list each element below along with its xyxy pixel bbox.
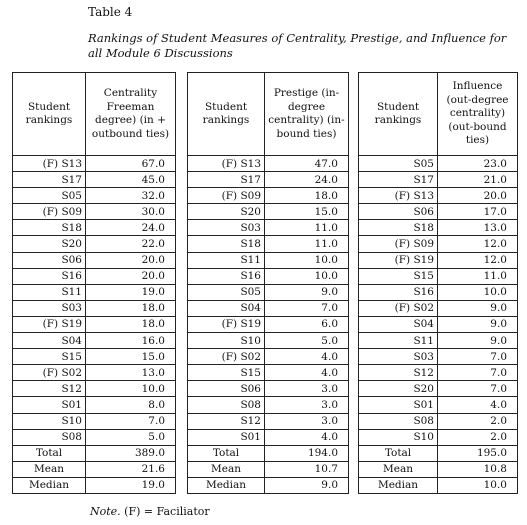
table-row	[188, 397, 349, 413]
table-row	[13, 156, 176, 172]
measure-value-cell: 4.0	[265, 365, 349, 381]
measure-value-cell: 11.0	[438, 268, 518, 284]
table-row	[188, 349, 349, 365]
measure-value-cell: 7.0	[86, 413, 176, 429]
measure-value-cell: 67.0	[86, 156, 176, 172]
measure-value-cell: 30.0	[86, 204, 176, 220]
measure-value-cell: 15.0	[265, 204, 349, 220]
measure-value-cell: 10.0	[86, 381, 176, 397]
measure-value-cell: 5.0	[86, 429, 176, 445]
summary-label-cell: Mean	[13, 461, 86, 477]
table-row	[359, 300, 518, 316]
measure-value-cell: 15.0	[86, 349, 176, 365]
student-id-cell: S18	[359, 220, 438, 236]
table-row	[188, 188, 349, 204]
summary-value-cell: 195.0	[438, 445, 518, 461]
table-row	[359, 284, 518, 300]
student-id-cell: S12	[359, 365, 438, 381]
student-id-cell: S17	[359, 172, 438, 188]
student-id-cell: (F) S09	[13, 204, 86, 220]
header-row	[13, 73, 176, 156]
student-rankings-header: Student rankings	[13, 73, 86, 156]
student-id-cell: S20	[13, 236, 86, 252]
student-id-cell: (F) S02	[188, 349, 265, 365]
table-row	[13, 204, 176, 220]
measure-value-cell: 16.0	[86, 333, 176, 349]
table-row	[188, 268, 349, 284]
table-row	[359, 413, 518, 429]
centrality-header: Centrality Freeman degree) (in + outbound ties)	[86, 73, 176, 156]
table-row	[13, 349, 176, 365]
student-id-cell: S15	[13, 349, 86, 365]
student-id-cell: S01	[188, 429, 265, 445]
table-row	[188, 236, 349, 252]
student-id-cell: (F) S13	[359, 188, 438, 204]
student-id-cell: S06	[13, 252, 86, 268]
note-label: Note.	[90, 505, 121, 518]
measure-value-cell: 23.0	[438, 156, 518, 172]
summary-value-cell: 9.0	[265, 477, 349, 493]
student-id-cell: S04	[188, 300, 265, 316]
measure-value-cell: 19.0	[86, 284, 176, 300]
measure-value-cell: 2.0	[438, 429, 518, 445]
table-row	[359, 333, 518, 349]
table-row	[359, 429, 518, 445]
table-row	[359, 349, 518, 365]
influence-header: Influence (out-degree centrality) (out-bound ties)	[438, 73, 518, 156]
measure-value-cell: 7.0	[438, 365, 518, 381]
header-row	[188, 73, 349, 156]
student-id-cell: (F) S09	[188, 188, 265, 204]
measure-value-cell: 7.0	[438, 349, 518, 365]
summary-row	[359, 445, 518, 461]
prestige-table	[187, 72, 349, 494]
table-row	[188, 300, 349, 316]
table-row	[359, 188, 518, 204]
table-row	[13, 397, 176, 413]
student-id-cell: S04	[13, 333, 86, 349]
table-row	[188, 413, 349, 429]
student-id-cell: S12	[188, 413, 265, 429]
measure-value-cell: 3.0	[265, 413, 349, 429]
summary-label-cell: Total	[188, 445, 265, 461]
centrality-table	[12, 72, 176, 494]
student-id-cell: S03	[359, 349, 438, 365]
student-id-cell: S18	[13, 220, 86, 236]
table-row	[188, 429, 349, 445]
measure-value-cell: 7.0	[438, 381, 518, 397]
summary-value-cell: 10.0	[438, 477, 518, 493]
table-row	[13, 381, 176, 397]
measure-value-cell: 21.0	[438, 172, 518, 188]
table-row	[13, 316, 176, 332]
student-id-cell: S01	[359, 397, 438, 413]
measure-value-cell: 47.0	[265, 156, 349, 172]
student-id-cell: S15	[188, 365, 265, 381]
student-rankings-header: Student rankings	[188, 73, 265, 156]
table-note	[90, 505, 210, 518]
table-row	[188, 316, 349, 332]
measure-value-cell: 4.0	[438, 397, 518, 413]
table-row	[359, 204, 518, 220]
student-id-cell: S11	[359, 333, 438, 349]
summary-label-cell: Mean	[188, 461, 265, 477]
student-id-cell: S04	[359, 316, 438, 332]
measure-value-cell: 18.0	[86, 316, 176, 332]
table-row	[188, 156, 349, 172]
student-id-cell: S10	[359, 429, 438, 445]
table-row	[359, 220, 518, 236]
student-id-cell: (F) S13	[188, 156, 265, 172]
measure-value-cell: 20.0	[438, 188, 518, 204]
table-row	[359, 381, 518, 397]
measure-value-cell: 13.0	[438, 220, 518, 236]
table-row	[13, 429, 176, 445]
summary-value-cell: 21.6	[86, 461, 176, 477]
student-id-cell: (F) S09	[359, 236, 438, 252]
student-id-cell: (F) S02	[13, 365, 86, 381]
summary-row	[13, 445, 176, 461]
measure-value-cell: 45.0	[86, 172, 176, 188]
student-id-cell: S11	[188, 252, 265, 268]
student-id-cell: S11	[13, 284, 86, 300]
table-row	[13, 300, 176, 316]
table-row	[188, 333, 349, 349]
student-id-cell: S05	[13, 188, 86, 204]
student-id-cell: S03	[13, 300, 86, 316]
student-id-cell: S08	[359, 413, 438, 429]
student-id-cell: S15	[359, 268, 438, 284]
table-row	[359, 252, 518, 268]
measure-value-cell: 4.0	[265, 429, 349, 445]
summary-label-cell: Mean	[359, 461, 438, 477]
table-caption: Rankings of Student Measures of Centrality, Prestige, and Influence for all Module 6 Discussions	[88, 31, 507, 60]
measure-value-cell: 10.0	[438, 284, 518, 300]
student-id-cell: S18	[188, 236, 265, 252]
table-row	[359, 236, 518, 252]
table-row	[13, 333, 176, 349]
table-number: Table 4	[88, 5, 133, 19]
measure-value-cell: 11.0	[265, 236, 349, 252]
measure-value-cell: 3.0	[265, 381, 349, 397]
student-id-cell: S16	[359, 284, 438, 300]
measure-value-cell: 18.0	[86, 300, 176, 316]
summary-value-cell: 194.0	[265, 445, 349, 461]
measure-value-cell: 24.0	[265, 172, 349, 188]
table-row	[188, 172, 349, 188]
measure-value-cell: 32.0	[86, 188, 176, 204]
summary-label-cell: Median	[188, 477, 265, 493]
table-row	[188, 204, 349, 220]
summary-row	[188, 445, 349, 461]
table-row	[188, 220, 349, 236]
summary-label-cell: Median	[13, 477, 86, 493]
student-id-cell: S16	[188, 268, 265, 284]
measure-value-cell: 20.0	[86, 252, 176, 268]
measure-value-cell: 12.0	[438, 236, 518, 252]
student-id-cell: S05	[188, 284, 265, 300]
table-row	[13, 236, 176, 252]
table-row	[13, 365, 176, 381]
measure-value-cell: 9.0	[438, 316, 518, 332]
measure-value-cell: 4.0	[265, 349, 349, 365]
measure-value-cell: 2.0	[438, 413, 518, 429]
student-id-cell: S03	[188, 220, 265, 236]
measure-value-cell: 9.0	[265, 284, 349, 300]
summary-row	[188, 477, 349, 493]
student-id-cell: (F) S19	[359, 252, 438, 268]
table-row	[13, 188, 176, 204]
summary-value-cell: 389.0	[86, 445, 176, 461]
measure-value-cell: 10.0	[265, 252, 349, 268]
measure-value-cell: 13.0	[86, 365, 176, 381]
measure-value-cell: 17.0	[438, 204, 518, 220]
student-id-cell: S12	[13, 381, 86, 397]
table-row	[359, 156, 518, 172]
table-row	[359, 397, 518, 413]
influence-table	[358, 72, 518, 494]
student-id-cell: S08	[188, 397, 265, 413]
student-id-cell: S06	[188, 381, 265, 397]
summary-row	[359, 477, 518, 493]
measure-value-cell: 6.0	[265, 316, 349, 332]
student-id-cell: S17	[188, 172, 265, 188]
student-id-cell: (F) S02	[359, 300, 438, 316]
student-id-cell: S08	[13, 429, 86, 445]
prestige-header: Prestige (in-degree centrality) (in-bound ties)	[265, 73, 349, 156]
table-row	[13, 172, 176, 188]
student-id-cell: S10	[188, 333, 265, 349]
measure-value-cell: 22.0	[86, 236, 176, 252]
student-id-cell: (F) S19	[13, 316, 86, 332]
table-row	[359, 316, 518, 332]
measure-value-cell: 20.0	[86, 268, 176, 284]
summary-label-cell: Median	[359, 477, 438, 493]
measure-value-cell: 5.0	[265, 333, 349, 349]
table-row	[188, 381, 349, 397]
student-id-cell: S06	[359, 204, 438, 220]
measure-value-cell: 11.0	[265, 220, 349, 236]
table-row	[188, 252, 349, 268]
summary-row	[13, 477, 176, 493]
table-row	[13, 220, 176, 236]
table-row	[188, 284, 349, 300]
student-id-cell: S05	[359, 156, 438, 172]
table-row	[359, 172, 518, 188]
student-id-cell: (F) S13	[13, 156, 86, 172]
summary-value-cell: 10.7	[265, 461, 349, 477]
measure-value-cell: 10.0	[265, 268, 349, 284]
summary-label-cell: Total	[359, 445, 438, 461]
table-row	[359, 268, 518, 284]
measure-value-cell: 24.0	[86, 220, 176, 236]
student-id-cell: S17	[13, 172, 86, 188]
table-row	[13, 413, 176, 429]
table-row	[188, 365, 349, 381]
table-row	[13, 268, 176, 284]
student-id-cell: S10	[13, 413, 86, 429]
student-rankings-header: Student rankings	[359, 73, 438, 156]
table-row	[13, 252, 176, 268]
student-id-cell: S20	[359, 381, 438, 397]
measure-value-cell: 9.0	[438, 333, 518, 349]
measure-value-cell: 8.0	[86, 397, 176, 413]
summary-row	[359, 461, 518, 477]
table-row	[13, 284, 176, 300]
summary-label-cell: Total	[13, 445, 86, 461]
measure-value-cell: 9.0	[438, 300, 518, 316]
summary-row	[188, 461, 349, 477]
summary-row	[13, 461, 176, 477]
student-id-cell: S16	[13, 268, 86, 284]
measure-value-cell: 3.0	[265, 397, 349, 413]
summary-value-cell: 19.0	[86, 477, 176, 493]
measure-value-cell: 18.0	[265, 188, 349, 204]
note-text: (F) = Faciliator	[120, 505, 210, 518]
student-id-cell: S01	[13, 397, 86, 413]
table-row	[359, 365, 518, 381]
student-id-cell: S20	[188, 204, 265, 220]
student-id-cell: (F) S19	[188, 316, 265, 332]
measure-value-cell: 7.0	[265, 300, 349, 316]
measure-value-cell: 12.0	[438, 252, 518, 268]
header-row	[359, 73, 518, 156]
summary-value-cell: 10.8	[438, 461, 518, 477]
